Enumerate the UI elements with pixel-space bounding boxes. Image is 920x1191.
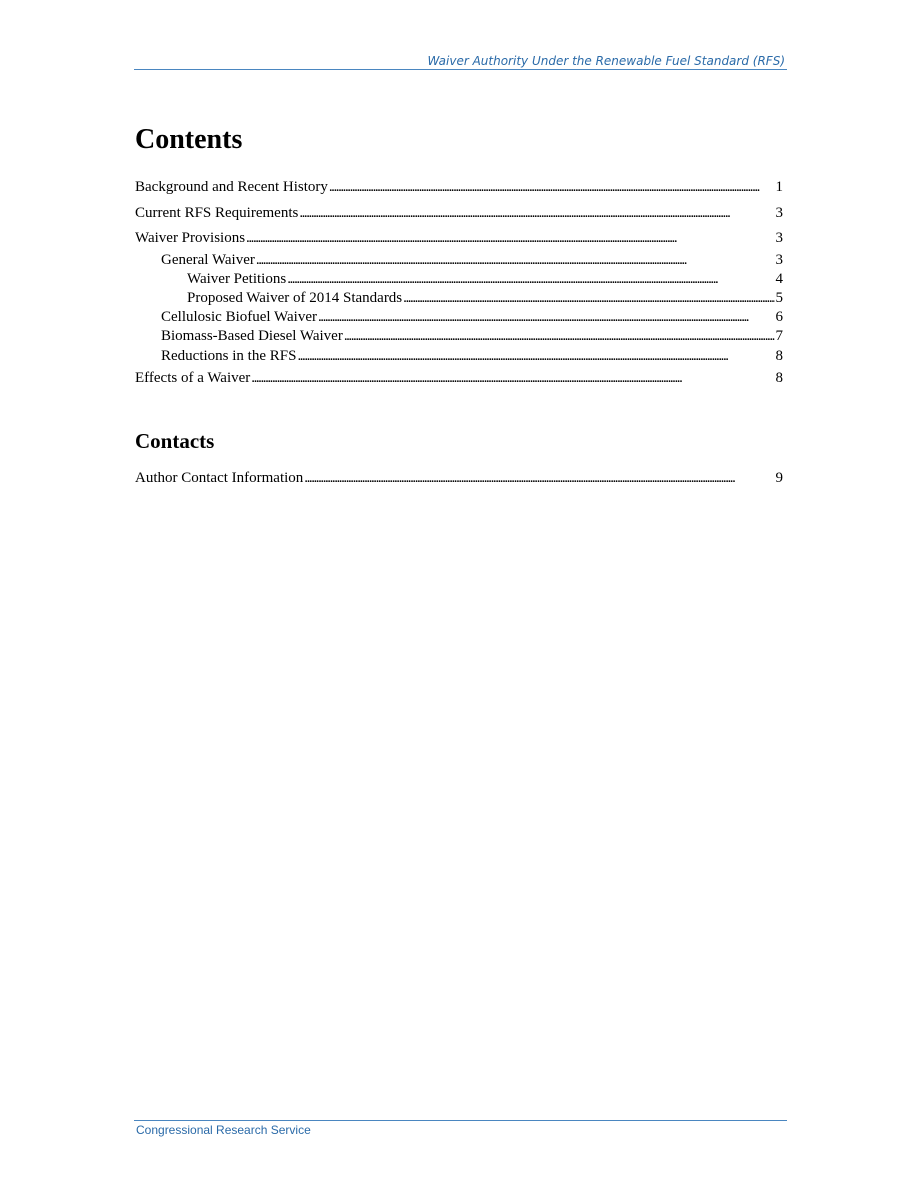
toc-entry-label: Author Contact Information bbox=[135, 470, 304, 486]
toc-entry-page: 5 bbox=[775, 290, 783, 306]
dot-leader bbox=[297, 347, 774, 365]
toc-entry[interactable] bbox=[135, 178, 783, 196]
toc-entry-page: 1 bbox=[775, 179, 783, 195]
dot-leader bbox=[299, 204, 774, 222]
toc-entry[interactable] bbox=[161, 308, 783, 326]
toc-entry-label: Background and Recent History bbox=[135, 179, 328, 195]
toc-entry-page: 4 bbox=[775, 271, 783, 287]
toc-entry-label: Current RFS Requirements bbox=[135, 205, 299, 221]
dot-leader bbox=[256, 251, 775, 269]
dot-leader bbox=[287, 270, 774, 288]
toc-entry-page: 7 bbox=[775, 328, 783, 344]
header-divider bbox=[134, 69, 787, 70]
toc-entry[interactable] bbox=[161, 251, 783, 269]
toc-entry-label: Effects of a Waiver bbox=[135, 370, 251, 386]
toc-entry-page: 8 bbox=[775, 370, 783, 386]
toc-entry-label: Waiver Petitions bbox=[187, 271, 287, 287]
toc-entry[interactable] bbox=[161, 327, 783, 345]
dot-leader bbox=[251, 369, 774, 387]
running-header: Waiver Authority Under the Renewable Fuel Standard (RFS) bbox=[427, 54, 785, 68]
toc-entry-page: 9 bbox=[775, 470, 783, 486]
contacts-heading: Contacts bbox=[135, 429, 215, 453]
toc-entry-page: 3 bbox=[775, 252, 783, 268]
dot-leader bbox=[403, 289, 774, 307]
toc-entry[interactable] bbox=[135, 369, 783, 387]
toc-entry[interactable] bbox=[135, 229, 783, 247]
dot-leader bbox=[344, 327, 775, 345]
toc-entry-label: Waiver Provisions bbox=[135, 230, 246, 246]
toc-entry-label: General Waiver bbox=[161, 252, 255, 268]
toc-entry-page: 3 bbox=[775, 205, 783, 221]
toc-entry[interactable] bbox=[187, 270, 783, 288]
toc-entry-page: 6 bbox=[775, 309, 783, 325]
toc-entry[interactable] bbox=[187, 289, 783, 307]
toc-entry-label: Proposed Waiver of 2014 Standards bbox=[187, 290, 403, 306]
footer-organization: Congressional Research Service bbox=[136, 1123, 311, 1137]
dot-leader bbox=[318, 308, 775, 326]
toc-entry-label: Biomass-Based Diesel Waiver bbox=[161, 328, 343, 344]
toc-entry-label: Reductions in the RFS bbox=[161, 348, 297, 364]
toc-entry[interactable] bbox=[135, 204, 783, 222]
dot-leader bbox=[246, 229, 774, 247]
toc-entry-label: Cellulosic Biofuel Waiver bbox=[161, 309, 317, 325]
toc-entry[interactable] bbox=[135, 469, 783, 487]
toc-entry-page: 3 bbox=[775, 230, 783, 246]
contents-heading: Contents bbox=[135, 124, 243, 155]
footer-divider bbox=[134, 1120, 787, 1121]
dot-leader bbox=[329, 178, 775, 196]
dot-leader bbox=[304, 469, 774, 487]
toc-entry-page: 8 bbox=[775, 348, 783, 364]
toc-entry[interactable] bbox=[161, 347, 783, 365]
